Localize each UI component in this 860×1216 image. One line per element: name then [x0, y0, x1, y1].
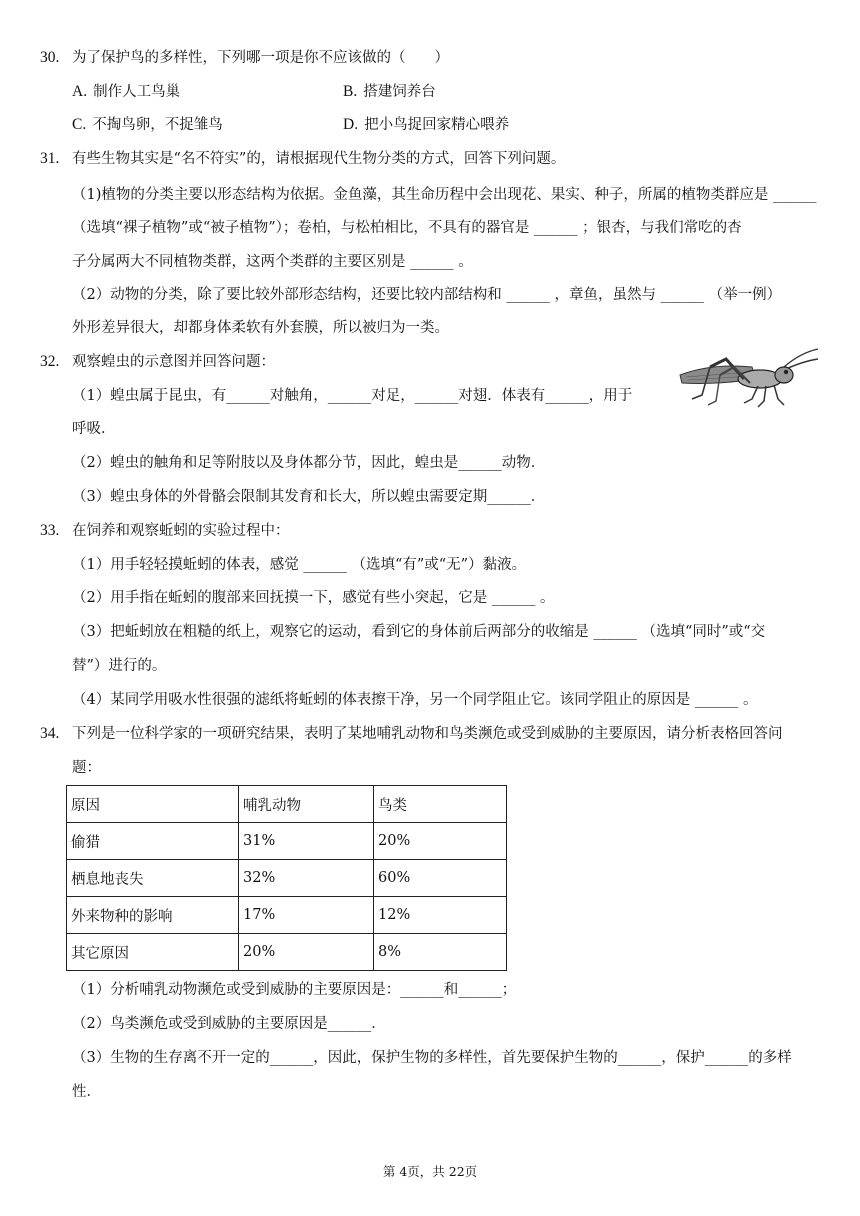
table-header-cell: 原因 [67, 786, 239, 823]
table-row [67, 934, 507, 971]
data-table [66, 785, 507, 971]
q32-line: 呼吸． [72, 421, 116, 437]
q33-line: 替”）进行的。 [72, 658, 167, 674]
q30-option-b [343, 82, 436, 102]
question-32-stem: 观察蝗虫的示意图并回答问题： [72, 354, 275, 370]
table-cell: 20% [374, 823, 507, 860]
q30-option-c [72, 115, 223, 135]
option-text: 制作人工鸟巢 [93, 84, 181, 100]
question-33-number: 33. [40, 522, 60, 539]
table-header-cell: 哺乳动物 [239, 786, 374, 823]
grasshopper-illustration [672, 345, 822, 413]
table-cell: 栖息地丧失 [67, 860, 239, 897]
question-34-number: 34. [40, 725, 60, 742]
table-cell: 12% [374, 897, 507, 934]
q31-line: （选填“裸子植物”或“被子植物”）；卷柏，与松柏相比，不具有的器官是 ______ ；银杏，与我们常吃的杏 [72, 220, 742, 236]
q33-line: （4）某同学用吸水性很强的滤纸将蚯蚓的体表擦干净，另一个同学阻止它。该同学阻止的原因是 ______ 。 [72, 692, 758, 708]
table-row [67, 897, 507, 934]
q34-line: 性． [72, 1084, 101, 1100]
table-cell: 31% [239, 823, 374, 860]
q31-line: （1)植物的分类主要以形态结构为依据。金鱼藻，其生命历程中会出现花、果实、种子，所属的植物类群应是 ______ [72, 187, 817, 203]
q31-line: 外形差异很大，却都身体柔软有外套膜，所以被归为一类。 [72, 320, 449, 336]
table-cell: 偷猎 [67, 823, 239, 860]
q31-line: （2）动物的分类，除了要比较外部形态结构，还要比较内部结构和 ______ ，章鱼，虽然与 ______ （举一例） [72, 287, 782, 303]
page-footer: 第 4页，共 22页 [382, 1164, 478, 1179]
q32-line: （1）蝗虫属于昆虫，有______对触角，______对足，______对翅．体表有______，用于 [72, 388, 633, 404]
q33-line: （3）把蚯蚓放在粗糙的纸上，观察它的运动，看到它的身体前后两部分的收缩是 ______ （选填“同时”或“交 [72, 624, 766, 640]
table-cell: 20% [239, 934, 374, 971]
table-cell: 其它原因 [67, 934, 239, 971]
table-cell: 外来物种的影响 [67, 897, 239, 934]
option-letter: C. [72, 116, 87, 133]
question-31-stem: 有些生物其实是“名不符实”的，请根据现代生物分类的方式，回答下列问题。 [72, 151, 566, 167]
q30-option-d [343, 115, 509, 135]
option-letter: A. [72, 83, 88, 100]
q32-line: （2）蝗虫的触角和足等附肢以及身体都分节，因此，蝗虫是______动物． [72, 455, 546, 471]
option-letter: B. [343, 83, 358, 100]
table-cell: 17% [239, 897, 374, 934]
q34-line: （2）鸟类濒危或受到威胁的主要原因是______． [72, 1016, 386, 1032]
question-33-stem: 在饲养和观察蚯蚓的实验过程中： [72, 523, 290, 539]
q30-option-a [72, 82, 180, 102]
option-text: 不掏鸟卵，不捉雏鸟 [92, 117, 223, 133]
q32-line: （3）蝗虫身体的外骨骼会限制其发育和长大，所以蝗虫需要定期______． [72, 489, 546, 505]
table-cell: 32% [239, 860, 374, 897]
q31-line: 子分属两大不同植物类群，这两个类群的主要区别是 ______ 。 [72, 254, 473, 270]
question-30-number: 30. [40, 49, 60, 66]
question-34-stem: 下列是一位科学家的一项研究结果，表明了某地哺乳动物和鸟类濒危或受到威胁的主要原因，请分析表格回答问 [72, 726, 783, 742]
q33-line: （2）用手指在蚯蚓的腹部来回抚摸一下，感觉有些小突起，它是 ______ 。 [72, 590, 555, 606]
q33-line: （1）用手轻轻摸蚯蚓的体表，感觉 ______ （选填“有”或“无”）黏液。 [72, 557, 527, 573]
option-text: 把小鸟捉回家精心喂养 [364, 117, 510, 133]
q34-line: （1）分析哺乳动物濒危或受到威胁的主要原因是：______和______； [72, 982, 517, 998]
option-text: 搭建饲养台 [363, 84, 436, 100]
question-34-stem: 题： [72, 760, 101, 776]
table-cell: 8% [374, 934, 507, 971]
question-31-number: 31. [40, 150, 60, 167]
question-32-number: 32. [40, 353, 60, 370]
table-cell: 60% [374, 860, 507, 897]
q34-line: （3）生物的生存离不开一定的______，因此，保护生物的多样性，首先要保护生物的______，保护______的多样 [72, 1050, 792, 1066]
table-row [67, 860, 507, 897]
question-30-stem: 为了保护鸟的多样性，下列哪一项是你不应该做的（ ） [72, 50, 449, 66]
table-header-cell: 鸟类 [374, 786, 507, 823]
option-letter: D. [343, 116, 359, 133]
table-row [67, 823, 507, 860]
table-header-row [67, 786, 507, 823]
